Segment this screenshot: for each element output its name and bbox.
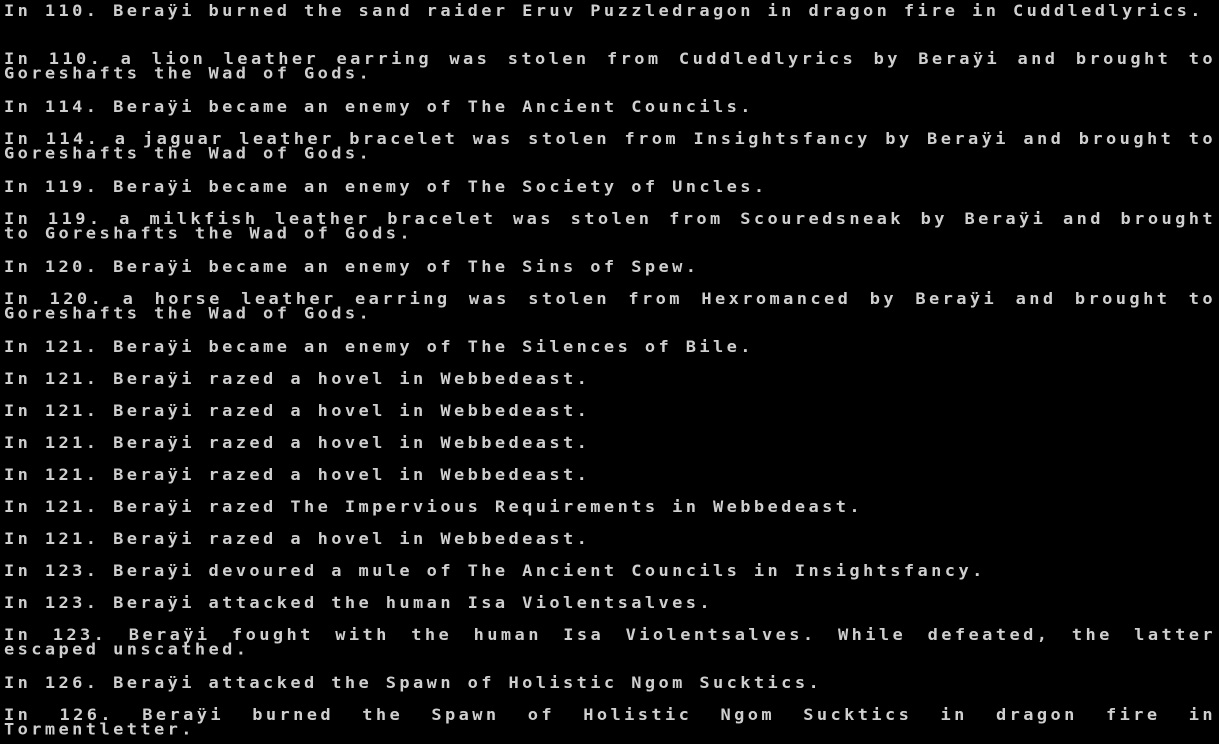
log-entry: In 126. Beraÿi attacked the Spawn of Holistic Ngom Sucktics.	[4, 674, 823, 693]
log-entry: In 123. Beraÿi devoured a mule of The Ancient Councils in Insightsfancy.	[4, 562, 986, 581]
log-entry: In 114. a jaguar leather bracelet was stolen from Insightsfancy by Beraÿi and brought to Goreshafts the Wad of Gods.	[4, 130, 1216, 164]
log-entry: In 119. Beraÿi became an enemy of The Society of Uncles.	[4, 178, 768, 197]
log-entry: In 120. Beraÿi became an enemy of The Sins of Spew.	[4, 258, 700, 277]
log-entry: In 114. Beraÿi became an enemy of The Ancient Councils.	[4, 98, 754, 117]
log-entry: In 110. Beraÿi burned the sand raider Eruv Puzzledragon in dragon fire in Cuddledlyrics.	[4, 2, 1204, 21]
log-entry: In 121. Beraÿi razed a hovel in Webbedeast.	[4, 530, 591, 549]
log-entry: In 121. Beraÿi razed a hovel in Webbedeast.	[4, 402, 591, 421]
log-entry: In 123. Beraÿi fought with the human Isa Violentsalves. While defeated, the latter escaped unscathed.	[4, 626, 1216, 660]
log-entry: In 119. a milkfish leather bracelet was stolen from Scouredsneak by Beraÿi and brought to Goreshafts the Wad of Gods.	[4, 210, 1216, 244]
log-entry: In 123. Beraÿi attacked the human Isa Violentsalves.	[4, 594, 714, 613]
log-entry: In 121. Beraÿi razed The Impervious Requirements in Webbedeast.	[4, 498, 863, 517]
log-entry: In 121. Beraÿi razed a hovel in Webbedeast.	[4, 466, 591, 485]
log-entry: In 126. Beraÿi burned the Spawn of Holistic Ngom Sucktics in dragon fire in Tormentletter.	[4, 706, 1216, 740]
log-entry: In 120. a horse leather earring was stolen from Hexromanced by Beraÿi and brought to Goreshafts the Wad of Gods.	[4, 290, 1216, 324]
log-entry: In 121. Beraÿi razed a hovel in Webbedeast.	[4, 434, 591, 453]
log-entry: In 110. a lion leather earring was stolen from Cuddledlyrics by Beraÿi and brought to Goreshafts the Wad of Gods.	[4, 50, 1216, 84]
log-entry: In 121. Beraÿi razed a hovel in Webbedeast.	[4, 370, 591, 389]
log-entry: In 121. Beraÿi became an enemy of The Silences of Bile.	[4, 338, 754, 357]
